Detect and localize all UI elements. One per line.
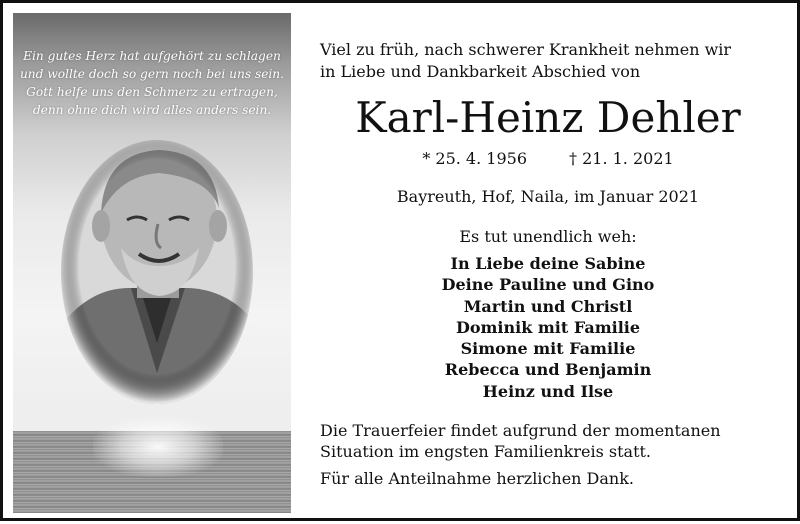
funeral-note-line: Situation im engsten Familienkreis statt.	[320, 442, 652, 461]
grief-line: Es tut unendlich weh:	[459, 227, 637, 246]
text-panel	[303, 3, 793, 524]
funeral-note	[320, 420, 721, 462]
portrait-photo	[59, 138, 255, 406]
mourner-entry: Martin und Christl	[463, 296, 633, 316]
life-dates	[303, 149, 793, 168]
thanks-line: Für alle Anteilnahme herzlichen Dank.	[320, 469, 634, 488]
mourner-entry: Deine Pauline und Gino	[441, 275, 655, 295]
poem-line: Gott helfe uns den Schmerz zu ertragen,	[26, 85, 278, 99]
mourner-entry: In Liebe deine Sabine	[450, 254, 646, 273]
mourner-entry: Simone mit Familie	[460, 339, 636, 359]
poem-line: und wollte doch so gern noch bei uns sein.	[19, 67, 285, 81]
death-date: † 21. 1. 2021	[569, 149, 674, 168]
mourner-entry: Rebecca und Benjamin	[444, 360, 652, 380]
mourner-entry: Dominik mit Familie	[455, 317, 641, 337]
funeral-note-line: Die Trauerfeier findet aufgrund der momentanen	[320, 421, 721, 440]
poem-line: Ein gutes Herz hat aufgehört zu schlagen	[23, 49, 281, 63]
place-and-date: Bayreuth, Hof, Naila, im Januar 2021	[396, 187, 700, 206]
intro-line: Viel zu früh, nach schwerer Krankheit nehmen wir	[320, 40, 732, 59]
intro-line: in Liebe und Dankbarkeit Abschied von	[320, 62, 641, 81]
deceased-name: Karl-Heinz Dehler	[355, 93, 741, 142]
poem-line: denn ohne dich wird alles anders sein.	[32, 103, 272, 117]
birth-date: * 25. 4. 1956	[422, 149, 527, 168]
mourner-entry: Heinz und Ilse	[482, 381, 614, 401]
mourners-list	[303, 253, 793, 402]
memorial-poem	[13, 47, 291, 119]
intro-text	[320, 39, 731, 83]
sunlight-glow	[93, 417, 223, 477]
photo-panel	[13, 13, 291, 513]
